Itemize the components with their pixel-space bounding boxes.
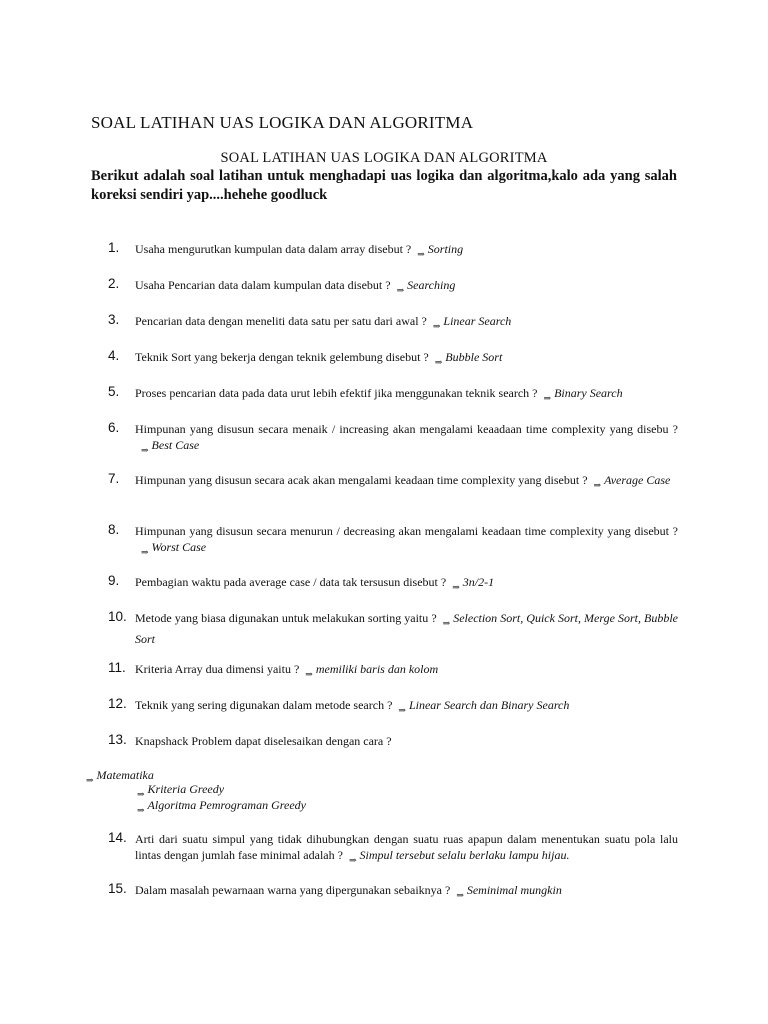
answer-text: Seminimal mungkin — [466, 883, 562, 897]
arrow-icon: ⇒ — [434, 357, 442, 367]
answer-line — [137, 797, 306, 818]
question-item — [108, 610, 678, 647]
arrow-icon: ⇒ — [141, 445, 148, 455]
question-text: Dalam masalah pewarnaan warna yang dipergunakan sebaiknya ? — [135, 883, 451, 897]
answer-text: Selection Sort, Quick Sort, Merge Sort, Bubble Sort — [135, 611, 678, 646]
answer-text: Matematika — [96, 768, 154, 782]
question-text: Himpunan yang disusun secara menurun / decreasing akan mengalami keadaan time complexity yang disebut ? — [135, 524, 678, 538]
answer-text: Sorting — [427, 242, 464, 256]
question-number: 1. — [108, 240, 120, 255]
arrow-icon: ⇒ — [432, 321, 440, 331]
question-number: 13. — [108, 732, 127, 747]
answer-text: Binary Search — [554, 386, 623, 400]
arrow-icon: ⇒ — [396, 285, 404, 295]
question-number: 6. — [108, 420, 120, 435]
question-number: 3. — [108, 312, 120, 327]
question-item — [108, 385, 678, 406]
question-item — [108, 523, 678, 560]
arrow-icon: ⇒ — [398, 705, 405, 715]
question-text: Himpunan yang disusun secara menaik / increasing akan mengalami keaadaan time complexity yang disebu ? — [135, 422, 678, 436]
answer-text: Algoritma Pemrograman Greedy — [147, 798, 306, 812]
question-text: Pembagian waktu pada average case / data tak tersusun disebut ? — [135, 575, 447, 589]
answer-text: Simpul tersebut selalu berlaku lampu hijau. — [359, 848, 570, 862]
document-subtitle: SOAL LATIHAN UAS LOGIKA DAN ALGORITMA — [220, 150, 548, 166]
question-number: 10. — [108, 609, 127, 624]
question-item — [108, 661, 678, 682]
arrow-icon: ⇒ — [543, 393, 551, 403]
question-text: Usaha Pencarian data dalam kumpulan data disebut ? — [135, 278, 391, 292]
question-number: 14. — [108, 830, 127, 845]
arrow-icon: ⇒ — [137, 805, 144, 815]
question-text: Metode yang biasa digunakan untuk melakukan sorting yaitu ? — [135, 611, 437, 625]
answer-text: 3n/2-1 — [462, 575, 495, 589]
answer-text: Kriteria Greedy — [147, 782, 225, 796]
question-number: 5. — [108, 384, 120, 399]
question-text: Himpunan yang disusun secara acak akan mengalami keadaan time complexity yang disebut ? — [135, 473, 588, 487]
answer-text: Searching — [407, 278, 456, 292]
question-text: Teknik yang sering digunakan dalam metode search ? — [135, 698, 393, 712]
question-text: Usaha mengurutkan kumpulan data dalam array disebut ? — [135, 242, 412, 256]
question-item — [108, 241, 678, 262]
answer-text: memiliki baris dan kolom — [315, 662, 439, 676]
question-text: Teknik Sort yang bekerja dengan teknik gelembung disebut ? — [135, 350, 429, 364]
question-number: 4. — [108, 348, 120, 363]
question-item — [108, 733, 678, 749]
arrow-icon: ⇒ — [593, 480, 601, 490]
answer-text: Bubble Sort — [445, 350, 503, 364]
question-item — [108, 574, 678, 595]
question-text: Pencarian data dengan meneliti data satu per satu dari awal ? — [135, 314, 427, 328]
arrow-icon: ⇒ — [86, 775, 93, 785]
question-number: 12. — [108, 696, 127, 711]
question-number: 9. — [108, 573, 120, 588]
question-item — [108, 421, 678, 458]
arrow-icon: ⇒ — [456, 890, 463, 900]
arrow-icon: ⇒ — [452, 582, 459, 592]
arrow-icon: ⇒ — [137, 789, 144, 799]
question-text: Knapshack Problem dapat diselesaikan dengan cara ? — [135, 734, 392, 748]
answer-text: Worst Case — [151, 540, 207, 554]
question-text: Proses pencarian data pada data urut lebih efektif jika menggunakan teknik search ? — [135, 386, 538, 400]
question-number: 15. — [108, 881, 127, 896]
question-item — [108, 277, 678, 298]
document-title: SOAL LATIHAN UAS LOGIKA DAN ALGORITMA — [91, 113, 474, 132]
intro-paragraph: Berikut adalah soal latihan untuk menghadapi uas logika dan algoritma,kalo ada yang salah koreksi sendiri yap....hehehe goodluck — [91, 168, 677, 203]
answer-text: Linear Search dan Binary Search — [408, 698, 570, 712]
answer-text: Linear Search — [443, 314, 512, 328]
question-number: 11. — [108, 660, 126, 675]
answer-text: Average Case — [604, 473, 671, 487]
arrow-icon: ⇒ — [417, 249, 424, 259]
question-text: Kriteria Array dua dimensi yaitu ? — [135, 662, 300, 676]
question-number: 2. — [108, 276, 120, 291]
question-text: Arti dari suatu simpul yang tidak dihubungkan dengan suatu ruas apapun dalam menentukan suatu pola lalu lintas dengan jumlah fase minimal adalah ? — [135, 832, 678, 862]
arrow-icon: ⇒ — [348, 855, 356, 865]
question-item — [108, 472, 678, 493]
question-item — [108, 831, 678, 868]
question-number: 8. — [108, 522, 120, 537]
question-item — [108, 882, 678, 903]
question-number: 7. — [108, 471, 120, 486]
arrow-icon: ⇒ — [442, 618, 450, 628]
question-item — [108, 697, 678, 718]
question-item — [108, 349, 678, 370]
arrow-icon: ⇒ — [305, 669, 312, 679]
answer-text: Best Case — [151, 438, 200, 452]
question-item — [108, 313, 678, 334]
arrow-icon: ⇒ — [141, 547, 148, 557]
